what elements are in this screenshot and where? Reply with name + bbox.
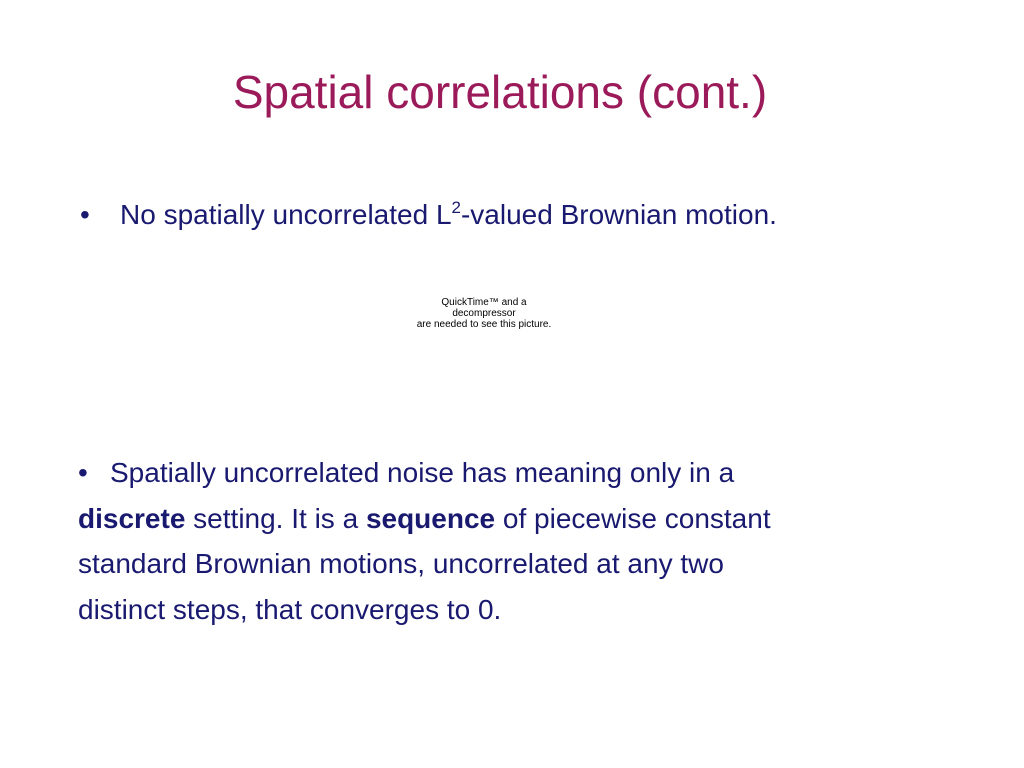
bullet-1-text-start: No spatially uncorrelated L xyxy=(120,199,452,230)
bold-sequence: sequence xyxy=(365,502,496,534)
bullet-point-2 xyxy=(78,450,978,632)
slide-title: Spatial correlations (cont.) xyxy=(232,66,768,118)
bullet-2-line-2-mid: setting. It is a xyxy=(185,502,366,534)
bullet-2-line-3: standard Brownian motions, uncorrelated at any two xyxy=(78,548,724,579)
placeholder-line-3: are needed to see this picture. xyxy=(416,319,552,330)
bullet-2-line-2-end: of piecewise constant xyxy=(495,502,771,534)
bullet-glyph: • xyxy=(78,457,88,488)
quicktime-placeholder-image xyxy=(384,297,584,330)
bullet-2-line-1-text: Spatially uncorrelated noise has meaning only in a xyxy=(110,457,735,488)
bullet-1-text-end: -valued Brownian motion. xyxy=(460,199,777,230)
bullet-2-line-1 xyxy=(78,450,978,496)
bullet-2-line-2 xyxy=(78,496,978,542)
bold-discrete: discrete xyxy=(78,502,186,534)
bullet-point-1 xyxy=(80,195,980,239)
placeholder-line-2: decompressor xyxy=(452,308,516,319)
bullet-glyph: • xyxy=(80,199,90,230)
placeholder-line-1: QuickTime™ and a xyxy=(441,297,527,308)
bullet-2-line-4: distinct steps, that converges to 0. xyxy=(78,593,502,625)
superscript-2: 2 xyxy=(451,198,461,217)
